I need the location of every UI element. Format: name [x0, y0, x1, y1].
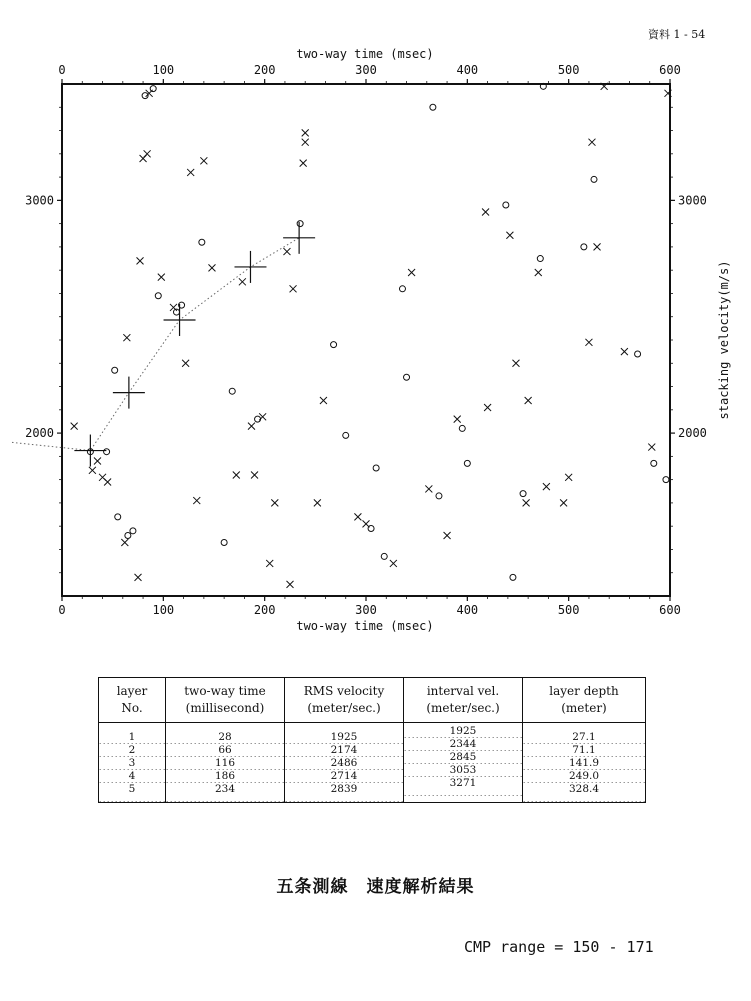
cell-layer: 1 [99, 723, 166, 745]
circle-marker [343, 432, 349, 438]
y-axis-label: stacking velocity(m/s) [717, 260, 731, 420]
circle-marker [155, 293, 161, 299]
cross-marker [170, 304, 177, 311]
figure-caption: 五条測線 速度解析結果 [276, 877, 475, 897]
cross-marker [283, 248, 290, 255]
circle-marker [459, 425, 465, 431]
cross-marker [588, 139, 595, 146]
circle-marker [297, 221, 303, 227]
cross-marker [302, 139, 309, 146]
cross-marker [523, 499, 530, 506]
cell-depth: 328.4 [523, 783, 646, 803]
x-tick-label-bottom: 300 [355, 603, 377, 617]
x-tick-label-top: 200 [253, 63, 276, 77]
circle-marker [581, 244, 587, 250]
x-tick-label-bottom: 100 [152, 603, 175, 617]
circle-marker [520, 491, 526, 497]
circle-marker [199, 239, 205, 245]
cell-layer: 5 [99, 783, 166, 803]
cross-marker [525, 397, 532, 404]
cross-marker [565, 474, 572, 481]
cross-marker [137, 257, 144, 264]
cross-marker [482, 209, 489, 216]
cell-rms: 1925 [285, 723, 404, 745]
cross-marker [266, 560, 273, 567]
circle-marker [430, 104, 436, 110]
cell-interval: 2344 [404, 738, 523, 751]
cross-marker [585, 339, 592, 346]
cross-marker [535, 269, 542, 276]
cross-marker [158, 274, 165, 281]
cross-marker [621, 348, 628, 355]
header-interval: interval vel. (meter/sec.) [404, 678, 523, 723]
circle-marker [373, 465, 379, 471]
circle-marker [381, 553, 387, 559]
circle-marker [503, 202, 509, 208]
plot-frame [62, 84, 670, 596]
table-row [99, 770, 646, 783]
cross-marker [287, 581, 294, 588]
x-tick-label-top: 100 [152, 63, 175, 77]
cross-marker [123, 334, 130, 341]
cross-marker [512, 360, 519, 367]
cross-marker [454, 416, 461, 423]
table-header-row [99, 678, 646, 723]
cross-marker [104, 478, 111, 485]
cross-marker [71, 423, 78, 430]
cross-marker [182, 360, 189, 367]
velocity-pick [283, 222, 315, 254]
circle-marker [130, 528, 136, 534]
cell-depth: 249.0 [523, 770, 646, 783]
cross-marker [594, 243, 601, 250]
cross-marker [648, 444, 655, 451]
cell-rms: 2714 [285, 770, 404, 783]
cell-depth: 141.9 [523, 757, 646, 770]
cross-marker [121, 539, 128, 546]
table-row [99, 757, 646, 770]
circle-marker [635, 351, 641, 357]
cross-marker [290, 285, 297, 292]
y-tick-label-left: 3000 [25, 193, 54, 208]
cross-marker [135, 574, 142, 581]
header-time: two-way time (millisecond) [166, 678, 285, 723]
cross-marker [484, 404, 491, 411]
velocity-pick [74, 435, 106, 467]
cross-marker [94, 458, 101, 465]
table-row [99, 744, 646, 757]
cross-marker [208, 264, 215, 271]
circle-marker [229, 388, 235, 394]
circle-marker [331, 342, 337, 348]
cell-depth: 27.1 [523, 723, 646, 745]
x-axis-label-top: two-way time (msec) [296, 47, 434, 61]
circle-marker [112, 367, 118, 373]
cell-interval: 3271 [404, 777, 523, 797]
x-tick-label-top: 600 [659, 63, 681, 77]
semblance-markers [71, 83, 672, 588]
circle-marker [399, 286, 405, 292]
circle-marker [537, 256, 543, 262]
velocity-trend-line [12, 238, 299, 451]
cell-layer: 3 [99, 757, 166, 770]
velocity-pick [113, 377, 145, 409]
y-tick-label-right: 2000 [678, 426, 707, 441]
cross-marker [354, 513, 361, 520]
circle-marker [436, 493, 442, 499]
circle-marker [663, 477, 669, 483]
cell-time: 234 [166, 783, 285, 803]
cell-rms: 2486 [285, 757, 404, 770]
cell-time: 186 [166, 770, 285, 783]
x-tick-label-bottom: 500 [557, 603, 580, 617]
circle-marker [221, 539, 227, 545]
header-depth: layer depth (meter) [523, 678, 646, 723]
table-row [99, 783, 646, 803]
cross-marker [193, 497, 200, 504]
cross-marker [506, 232, 513, 239]
circle-marker [115, 514, 121, 520]
chart-axes [25, 63, 707, 617]
cross-marker [200, 157, 207, 164]
cmp-range-label: CMP range = 150 - 171 [464, 938, 654, 956]
cell-rms: 2174 [285, 744, 404, 757]
x-tick-label-bottom: 400 [456, 603, 479, 617]
cross-marker [425, 485, 432, 492]
circle-marker [510, 574, 516, 580]
cell-layer: 4 [99, 770, 166, 783]
header-layer: layer No. [99, 678, 166, 723]
cell-interval: 2845 [404, 751, 523, 764]
circle-marker [651, 460, 657, 466]
cross-marker [233, 471, 240, 478]
x-tick-label-top: 0 [58, 63, 66, 77]
velocity-pick [164, 304, 196, 336]
cell-depth: 71.1 [523, 744, 646, 757]
y-tick-label-left: 2000 [25, 426, 54, 441]
cross-marker [444, 532, 451, 539]
cell-time: 28 [166, 723, 285, 745]
cross-marker [302, 129, 309, 136]
velocity-function-line [12, 238, 299, 451]
cross-marker [300, 160, 307, 167]
cell-interval: 1925 [404, 717, 523, 739]
cross-marker [320, 397, 327, 404]
cell-rms: 2839 [285, 783, 404, 803]
cross-marker [390, 560, 397, 567]
circle-marker [104, 449, 110, 455]
cell-interval: 3053 [404, 764, 523, 777]
cross-marker [314, 499, 321, 506]
x-tick-label-bottom: 200 [253, 603, 276, 617]
cross-marker [187, 169, 194, 176]
x-tick-label-top: 500 [557, 63, 580, 77]
cross-marker [560, 499, 567, 506]
cross-marker [259, 413, 266, 420]
circle-marker [125, 532, 131, 538]
x-tick-label-bottom: 0 [58, 603, 66, 617]
circle-marker [591, 176, 597, 182]
circle-marker [464, 460, 470, 466]
x-axis-label-bottom: two-way time (msec) [296, 619, 434, 633]
cell-layer: 2 [99, 744, 166, 757]
layer-results-table [98, 677, 646, 803]
table-row [99, 723, 646, 745]
velocity-picks [74, 222, 315, 467]
circle-marker [150, 86, 156, 92]
cell-time: 66 [166, 744, 285, 757]
cross-marker [144, 150, 151, 157]
cross-marker [251, 471, 258, 478]
x-tick-label-top: 400 [456, 63, 479, 77]
cross-marker [271, 499, 278, 506]
page-reference: 資料 1 - 54 [648, 28, 706, 41]
x-tick-label-top: 300 [355, 63, 377, 77]
cross-marker [89, 467, 96, 474]
cross-marker [248, 423, 255, 430]
y-tick-label-right: 3000 [678, 193, 707, 208]
cross-marker [408, 269, 415, 276]
cross-marker [239, 278, 246, 285]
circle-marker [368, 526, 374, 532]
header-rms: RMS velocity (meter/sec.) [285, 678, 404, 723]
circle-marker [404, 374, 410, 380]
cell-time: 116 [166, 757, 285, 770]
cross-marker [543, 483, 550, 490]
x-tick-label-bottom: 600 [659, 603, 681, 617]
